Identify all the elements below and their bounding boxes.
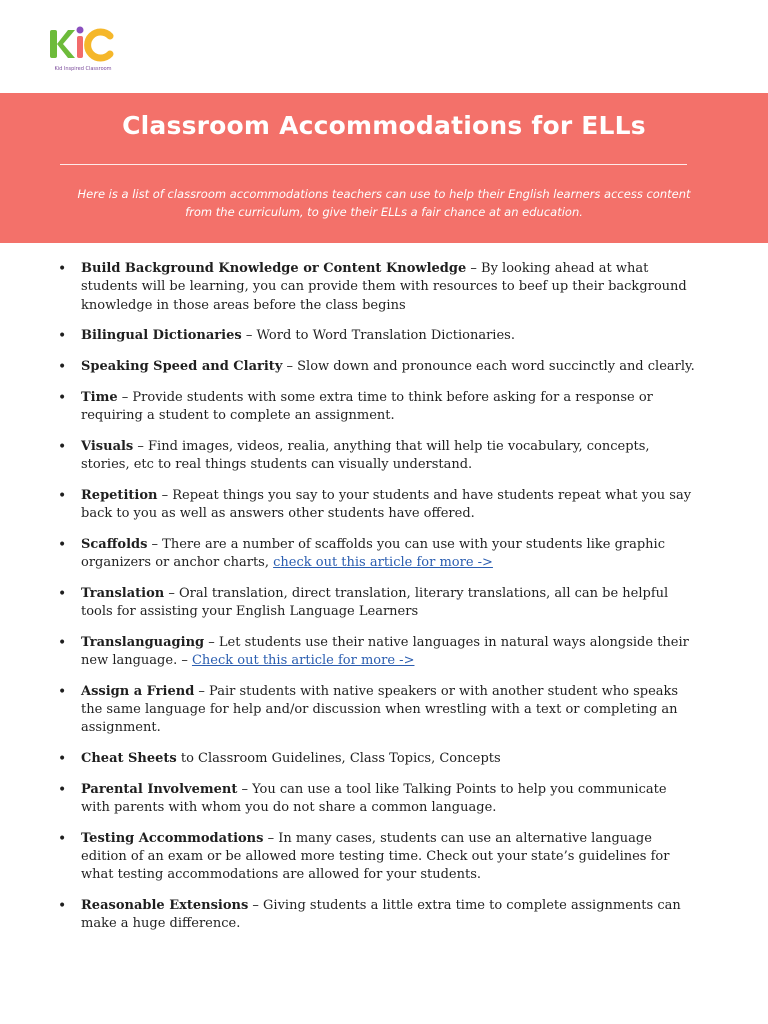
accommodation-description: – Word to Word Translation Dictionaries. [241,328,515,344]
bullet-icon: • [58,683,67,700]
article-link[interactable]: check out this article for more -> [273,555,493,570]
accommodation-item [58,487,698,524]
accommodation-description: – By looking ahead at what students will be learning, you can provide them with resources to beef up their background knowledge in those areas before the class begins [81,261,687,313]
bullet-icon: • [58,751,67,767]
bullet-icon: • [58,585,67,602]
bullet-icon: • [58,359,67,375]
accommodation-term: Testing Accommodations [81,830,264,846]
accommodation-item [58,750,698,768]
accommodation-term: Scaffolds [81,536,148,552]
accommodation-item [58,585,698,622]
bullet-icon: • [58,536,67,553]
page-title: Classroom Accommodations for ELLs [122,111,646,140]
accommodation-term: Parental Involvement [81,781,238,797]
accommodation-item [58,389,698,426]
bullet-icon: • [58,487,67,504]
bullet-icon: • [58,261,67,277]
accommodation-description: to Classroom Guidelines, Class Topics, Concepts [176,751,501,766]
accommodation-term: Assign a Friend [81,683,195,699]
bullet-icon: • [58,781,67,798]
bullet-icon: • [58,389,67,406]
article-link[interactable]: Check out this article for more -> [191,653,415,668]
accommodation-description: – You can use a tool like Talking Points to help you communicate with parents with whom you do not share a common language. [81,781,667,815]
bullet-icon: • [58,328,67,345]
accommodation-item [58,358,698,376]
accommodation-description: – Find images, videos, realia, anything that will help tie vocabulary, concepts, stories, etc to real things students can visually understand. [81,438,650,472]
intro-text: Here is a list of classroom accommodations teachers can use to help their English learners access content from the curriculum, to give their ELLs a fair chance at an education. [77,187,691,219]
accommodation-item [58,260,698,315]
kic-logo-mark [48,24,118,66]
accommodation-item [58,683,698,738]
accommodation-description: – There are a number of scaffolds you can use with your students like graphic organizers or anchor charts, [81,536,665,570]
accommodation-item [58,634,698,671]
accommodation-term: Translation [81,585,165,601]
header-banner [0,93,768,243]
accommodation-item [58,830,698,885]
accommodation-item [58,327,698,345]
accommodation-term: Repetition [81,487,158,503]
accommodation-term: Cheat Sheets [81,751,177,766]
accommodation-description: – Slow down and pronounce each word succinctly and clearly. [282,359,695,374]
accommodation-description: – Pair students with native speakers or with another student who speaks the same language for help and/or discussion when wrestling with a text or completing an assignment. [81,683,679,736]
accommodation-description: – Let students use their native languages in natural ways alongside their new language. – [81,634,689,668]
accommodation-description: – Repeat things you say to your students and have students repeat what you say back to you as well as answers other students have offered. [81,487,692,521]
accommodation-item [58,438,698,475]
bullet-icon: • [58,898,67,914]
accommodation-term: Bilingual Dictionaries [81,328,242,344]
accommodation-list [58,260,698,946]
accommodation-description: – Giving students a little extra time to complete assignments can make a huge difference. [81,898,681,932]
accommodation-term: Time [81,389,118,405]
kic-logo [48,24,118,74]
accommodation-term: Build Background Knowledge or Content Knowledge [81,261,467,276]
accommodation-term: Translanguaging [81,634,205,650]
accommodation-description: – Provide students with some extra time to think before asking for a response or requiring a student to complete an assignment. [81,389,653,423]
accommodation-item [58,781,698,818]
bullet-icon: • [58,830,67,847]
accommodation-term: Speaking Speed and Clarity [81,359,283,374]
title-divider [60,164,687,165]
accommodation-description: – In many cases, students can use an alternative language edition of an exam or be allowed more testing time. Check out your state’s guidelines for what testing accommodations are allowed for your students. [81,830,670,883]
accommodation-item [58,536,698,573]
logo-caption: Kid Inspired Classroom [54,66,112,72]
bullet-icon: • [58,634,67,651]
accommodation-item [58,897,698,934]
accommodation-term: Visuals [81,438,134,454]
accommodation-term: Reasonable Extensions [81,898,249,913]
bullet-icon: • [58,438,67,455]
accommodation-description: – Oral translation, direct translation, literary translations, all can be helpful tools for assisting your English Language Learners [81,585,669,619]
